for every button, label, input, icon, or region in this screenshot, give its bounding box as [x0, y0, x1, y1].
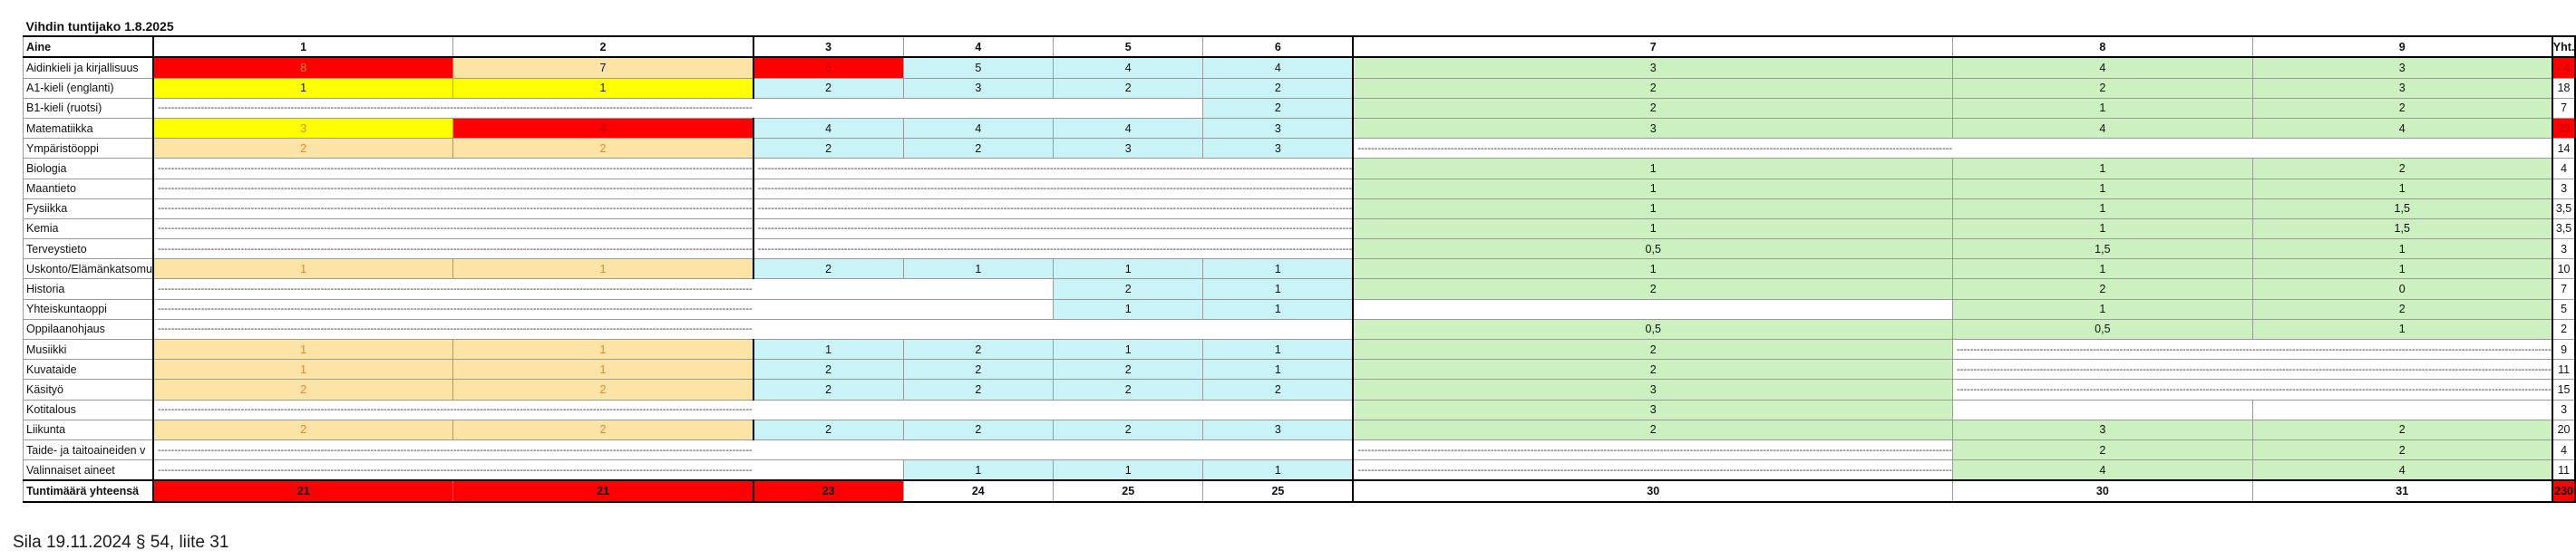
hours-cell: 2: [2252, 299, 2552, 319]
hours-cell: 7: [453, 57, 753, 78]
hours-cell: 2: [1054, 279, 1203, 299]
hours-cell: 1: [1353, 218, 1952, 238]
subject-name: Musiikki: [24, 340, 153, 360]
hours-cell: 3: [1953, 420, 2253, 439]
hours-cell: 2: [753, 259, 903, 279]
table-row: [24, 380, 2576, 400]
table-row: [24, 460, 2576, 481]
dashed-placeholder: -----------------------------------------------------------------------------------------------------------------------------------------------------------------------------------: [753, 218, 1354, 238]
subject-total: 9: [2552, 340, 2576, 360]
hours-cell: 1: [1353, 259, 1952, 279]
hours-cell: 1: [453, 78, 753, 98]
hours-cell: 4: [1953, 460, 2253, 481]
hours-cell: 2: [903, 380, 1053, 400]
dashed-placeholder: -----------------------------------------------------------------------------------------------------------------------------------------------------------------------------------: [153, 239, 753, 259]
hours-cell: 4: [453, 118, 753, 138]
hours-cell: 3: [153, 118, 453, 138]
hours-cell: 2: [1203, 78, 1353, 98]
column-header-grade: 9: [2252, 36, 2552, 57]
hours-cell: [2252, 400, 2552, 420]
table-row: [24, 98, 2576, 118]
subject-total: 11: [2552, 460, 2576, 481]
hours-cell: 3: [903, 78, 1053, 98]
subject-total: 7: [2552, 98, 2576, 118]
hours-cell: 2: [453, 380, 753, 400]
hours-cell: 2: [1953, 78, 2253, 98]
subject-total: 4: [2552, 439, 2576, 459]
subject-total: 7: [2552, 279, 2576, 299]
dashed-placeholder: -----------------------------------------------------------------------------------------------------------------------------------------------------------------------------------: [753, 239, 1354, 259]
hours-cell: 2: [1353, 98, 1952, 118]
hours-cell: 1: [2252, 259, 2552, 279]
subject-total: 3: [2552, 179, 2576, 198]
hours-cell: 2: [1054, 380, 1203, 400]
hours-cell: 1,5: [2252, 198, 2552, 218]
subject-total: 3,5: [2552, 198, 2576, 218]
column-header-subject: Aine: [24, 36, 153, 57]
title-row: [24, 16, 2576, 36]
subject-total: 18: [2552, 78, 2576, 98]
hours-cell: 1,5: [1953, 239, 2253, 259]
hours-cell: 2: [903, 340, 1053, 360]
hours-cell: [1953, 400, 2253, 420]
hours-cell: 4: [2252, 460, 2552, 481]
hours-cell: 4: [1054, 118, 1203, 138]
hours-cell: 2: [1953, 279, 2253, 299]
subject-name: Terveystieto: [24, 239, 153, 259]
footer-reference: Sila 19.11.2024 § 54, liite 31: [13, 533, 229, 552]
hours-cell: 1: [903, 259, 1053, 279]
column-header-grade: 6: [1203, 36, 1353, 57]
subject-name: Uskonto/Elämänkatsomu: [24, 259, 153, 279]
hours-cell: 3: [2252, 57, 2552, 78]
hours-cell: 1: [2252, 179, 2552, 198]
grade-total: 30: [1353, 480, 1952, 501]
hours-cell: 0,5: [1953, 319, 2253, 339]
hours-cell: 2: [1353, 78, 1952, 98]
hours-cell: 3: [1054, 139, 1203, 159]
table-row: [24, 319, 2576, 339]
subject-total: 44: [2552, 57, 2576, 78]
table-row: [24, 420, 2576, 439]
hours-cell: 1: [2252, 319, 2552, 339]
hours-cell: 1: [1953, 218, 2253, 238]
title-row-empty-cell: [753, 16, 903, 36]
grade-total: 25: [1054, 480, 1203, 501]
hours-cell: 3: [1353, 400, 1952, 420]
column-header-grade: 2: [453, 36, 753, 57]
hours-cell: 2: [753, 380, 903, 400]
hours-cell: 1: [1054, 259, 1203, 279]
subject-total: 2: [2552, 319, 2576, 339]
subject-name: Käsityö: [24, 380, 153, 400]
table-row: [24, 218, 2576, 238]
hours-cell: 2: [1353, 279, 1952, 299]
hours-cell: [1353, 299, 1952, 319]
hours-cell: 2: [1203, 380, 1353, 400]
table-row: [24, 179, 2576, 198]
hours-cell: 2: [753, 139, 903, 159]
subject-total: 20: [2552, 420, 2576, 439]
hours-cell: 4: [1203, 57, 1353, 78]
hours-cell: 3: [1353, 57, 1952, 78]
subject-name: B1-kieli (ruotsi): [24, 98, 153, 118]
dashed-placeholder: -----------------------------------------------------------------------------------------------------------------------------------------------------------------------------------: [153, 460, 903, 481]
subject-name: Taide- ja taitoaineiden v: [24, 439, 153, 459]
subject-total: 5: [2552, 299, 2576, 319]
hours-cell: 2: [1203, 98, 1353, 118]
subject-total: 33: [2552, 118, 2576, 138]
hours-cell: 2: [753, 360, 903, 380]
totals-row: [24, 480, 2576, 501]
table-title: Vihdin tuntijako 1.8.2025: [24, 16, 753, 36]
hours-cell: 4: [1054, 57, 1203, 78]
dashed-placeholder: -----------------------------------------------------------------------------------------------------------------------------------------------------------------------------------: [153, 98, 1203, 118]
subject-name: Yhteiskuntaoppi: [24, 299, 153, 319]
column-header-grade: 1: [153, 36, 453, 57]
subject-total: 10: [2552, 259, 2576, 279]
subject-name: Liikunta: [24, 420, 153, 439]
hours-cell: 0: [2252, 279, 2552, 299]
hours-cell: 8: [153, 57, 453, 78]
hours-cell: 2: [1054, 420, 1203, 439]
hours-cell: 1: [1054, 299, 1203, 319]
hours-cell: 2: [2252, 420, 2552, 439]
dashed-placeholder: -----------------------------------------------------------------------------------------------------------------------------------------------------------------------------------: [1353, 439, 1952, 459]
grade-total: 24: [903, 480, 1053, 501]
title-row-empty-cell: [903, 16, 1053, 36]
dashed-placeholder: -----------------------------------------------------------------------------------------------------------------------------------------------------------------------------------: [1953, 380, 2552, 400]
dashed-placeholder: -----------------------------------------------------------------------------------------------------------------------------------------------------------------------------------: [153, 179, 753, 198]
table-row: [24, 279, 2576, 299]
subject-name: Valinnaiset aineet: [24, 460, 153, 481]
hours-cell: 1: [1203, 279, 1353, 299]
hours-cell: 2: [1353, 360, 1952, 380]
subject-name: Historia: [24, 279, 153, 299]
subject-name: A1-kieli (englanti): [24, 78, 153, 98]
hours-cell: 3: [2252, 78, 2552, 98]
hours-cell: 2: [903, 139, 1053, 159]
dashed-placeholder: -----------------------------------------------------------------------------------------------------------------------------------------------------------------------------------: [753, 159, 1354, 179]
subject-name: Matematiikka: [24, 118, 153, 138]
subject-total: 14: [2552, 139, 2576, 159]
hours-cell: 3: [1353, 118, 1952, 138]
hours-cell: 2: [453, 420, 753, 439]
hours-cell: 1: [1203, 360, 1353, 380]
totals-label: Tuntimäärä yhteensä: [24, 480, 153, 501]
hours-cell: 2: [2252, 159, 2552, 179]
hours-cell: 4: [903, 118, 1053, 138]
dashed-placeholder: -----------------------------------------------------------------------------------------------------------------------------------------------------------------------------------: [153, 319, 1353, 339]
dashed-placeholder: -----------------------------------------------------------------------------------------------------------------------------------------------------------------------------------: [1953, 340, 2552, 360]
hours-cell: 2: [2252, 98, 2552, 118]
title-row-empty-cell: [1203, 16, 1353, 36]
dashed-placeholder: -----------------------------------------------------------------------------------------------------------------------------------------------------------------------------------: [753, 198, 1354, 218]
hours-cell: 6: [753, 57, 903, 78]
table-row: [24, 198, 2576, 218]
grade-total: 30: [1953, 480, 2253, 501]
subject-total: 3,5: [2552, 218, 2576, 238]
hours-cell: 0,5: [1353, 319, 1952, 339]
hours-cell: 1: [453, 360, 753, 380]
hours-cell: 2: [453, 139, 753, 159]
dashed-placeholder: -----------------------------------------------------------------------------------------------------------------------------------------------------------------------------------: [1353, 139, 2552, 159]
table-row: [24, 239, 2576, 259]
subject-total: 11: [2552, 360, 2576, 380]
table-row: [24, 340, 2576, 360]
hours-cell: 1: [1203, 460, 1353, 481]
subject-name: Aidinkieli ja kirjallisuus: [24, 57, 153, 78]
table-row: [24, 118, 2576, 138]
grade-total: 31: [2252, 480, 2552, 501]
dashed-placeholder: -----------------------------------------------------------------------------------------------------------------------------------------------------------------------------------: [153, 159, 753, 179]
column-header-grade: 3: [753, 36, 903, 57]
hours-cell: 2: [153, 380, 453, 400]
hours-cell: 1: [153, 340, 453, 360]
column-header-grade: 4: [903, 36, 1053, 57]
hours-cell: 2: [753, 420, 903, 439]
title-row-empty-cell: [1953, 16, 2253, 36]
hours-cell: 2: [1353, 420, 1952, 439]
hours-cell: 2: [1353, 340, 1952, 360]
subject-total: 4: [2552, 159, 2576, 179]
subject-name: Oppilaanohjaus: [24, 319, 153, 339]
hours-cell: 4: [2252, 118, 2552, 138]
hours-cell: 5: [903, 57, 1053, 78]
hours-cell: 1: [903, 460, 1053, 481]
hours-cell: 1: [1353, 179, 1952, 198]
hours-cell: 2: [153, 420, 453, 439]
dashed-placeholder: -----------------------------------------------------------------------------------------------------------------------------------------------------------------------------------: [153, 299, 1054, 319]
subject-name: Fysiikka: [24, 198, 153, 218]
hours-cell: 1: [1953, 98, 2253, 118]
hours-cell: 1: [1953, 159, 2253, 179]
hours-cell: 1: [753, 340, 903, 360]
hours-cell: 1: [1953, 179, 2253, 198]
dashed-placeholder: -----------------------------------------------------------------------------------------------------------------------------------------------------------------------------------: [153, 439, 1353, 459]
hours-cell: 1: [1953, 198, 2253, 218]
hours-cell: 1: [153, 78, 453, 98]
title-row-empty-cell: [2552, 16, 2576, 36]
subject-total: 15: [2552, 380, 2576, 400]
hours-cell: 1: [1353, 198, 1952, 218]
hours-cell: 1: [1203, 340, 1353, 360]
hours-cell: 1: [1953, 299, 2253, 319]
hours-cell: 4: [1953, 118, 2253, 138]
column-header-grade: Yht.: [2552, 36, 2576, 57]
hours-cell: 2: [1054, 360, 1203, 380]
timetable-grid: [23, 16, 2576, 503]
hours-cell: 3: [1203, 139, 1353, 159]
subject-total: 3: [2552, 400, 2576, 420]
hours-cell: 3: [1203, 420, 1353, 439]
subject-name: Biologia: [24, 159, 153, 179]
subject-name: Kotitalous: [24, 400, 153, 420]
hours-cell: 1: [153, 360, 453, 380]
grade-total: 25: [1203, 480, 1353, 501]
table-row: [24, 139, 2576, 159]
hours-cell: 1: [2252, 239, 2552, 259]
dashed-placeholder: -----------------------------------------------------------------------------------------------------------------------------------------------------------------------------------: [1353, 460, 1952, 481]
subject-name: Maantieto: [24, 179, 153, 198]
hours-cell: 2: [903, 420, 1053, 439]
hours-cell: 4: [753, 118, 903, 138]
table-row: [24, 439, 2576, 459]
table-row: [24, 360, 2576, 380]
table-row: [24, 78, 2576, 98]
hours-cell: 1: [1953, 259, 2253, 279]
hours-cell: 1: [1203, 259, 1353, 279]
table-row: [24, 57, 2576, 78]
subject-name: Kuvataide: [24, 360, 153, 380]
hours-cell: 1: [1203, 299, 1353, 319]
hours-cell: 1: [1353, 159, 1952, 179]
hours-cell: 1: [153, 259, 453, 279]
title-row-empty-cell: [1054, 16, 1203, 36]
dashed-placeholder: -----------------------------------------------------------------------------------------------------------------------------------------------------------------------------------: [1953, 360, 2552, 380]
subject-name: Kemia: [24, 218, 153, 238]
hours-cell: 3: [1203, 118, 1353, 138]
table-row: [24, 400, 2576, 420]
hours-cell: 0,5: [1353, 239, 1952, 259]
grand-total: 230: [2552, 480, 2576, 501]
title-row-empty-cell: [2252, 16, 2552, 36]
hours-cell: 1: [453, 259, 753, 279]
grade-total: 21: [453, 480, 753, 501]
hours-cell: 2: [153, 139, 453, 159]
subject-total: 3: [2552, 239, 2576, 259]
hours-cell: 1: [1054, 460, 1203, 481]
subject-name: Ympäristöoppi: [24, 139, 153, 159]
hours-cell: 3: [1353, 380, 1952, 400]
table-row: [24, 259, 2576, 279]
dashed-placeholder: -----------------------------------------------------------------------------------------------------------------------------------------------------------------------------------: [153, 400, 1353, 420]
hours-cell: 4: [1953, 57, 2253, 78]
dashed-placeholder: -----------------------------------------------------------------------------------------------------------------------------------------------------------------------------------: [153, 218, 753, 238]
hours-cell: 2: [1953, 439, 2253, 459]
dashed-placeholder: -----------------------------------------------------------------------------------------------------------------------------------------------------------------------------------: [153, 198, 753, 218]
grade-total: 21: [153, 480, 453, 501]
grade-total: 23: [753, 480, 903, 501]
hours-cell: 1,5: [2252, 218, 2552, 238]
column-header-grade: 5: [1054, 36, 1203, 57]
column-header-grade: 8: [1953, 36, 2253, 57]
hours-cell: 2: [753, 78, 903, 98]
hours-cell: 2: [903, 360, 1053, 380]
column-header-grade: 7: [1353, 36, 1952, 57]
header-row: [24, 36, 2576, 57]
title-row-empty-cell: [1353, 16, 1952, 36]
table-row: [24, 159, 2576, 179]
hours-cell: 1: [1054, 340, 1203, 360]
timetable-sheet: [23, 16, 2576, 503]
dashed-placeholder: -----------------------------------------------------------------------------------------------------------------------------------------------------------------------------------: [153, 279, 1054, 299]
dashed-placeholder: -----------------------------------------------------------------------------------------------------------------------------------------------------------------------------------: [753, 179, 1354, 198]
hours-cell: 1: [453, 340, 753, 360]
hours-cell: 2: [2252, 439, 2552, 459]
table-row: [24, 299, 2576, 319]
hours-cell: 2: [1054, 78, 1203, 98]
